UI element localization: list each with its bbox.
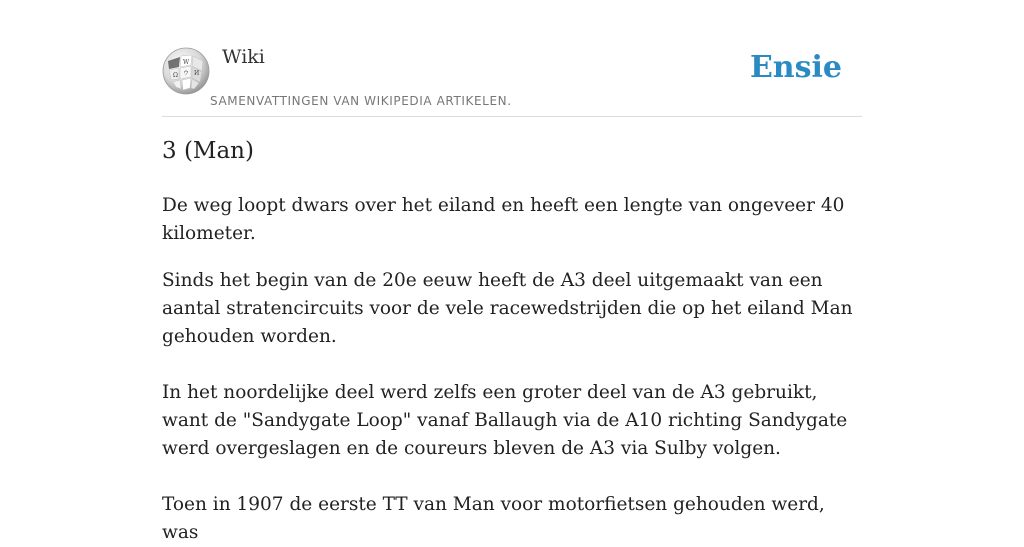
site-name[interactable]: Wiki bbox=[222, 46, 265, 68]
wikipedia-globe-icon[interactable] bbox=[162, 47, 210, 95]
article-paragraph: De weg loopt dwars over het eiland en heeft een lengte van ongeveer 40 kilometer. bbox=[162, 195, 845, 244]
site-header bbox=[162, 0, 862, 117]
article-paragraph: In het noordelijke deel werd zelfs een groter deel van de A3 gebruikt, want de "Sandygate Loop" vanaf Ballaugh via de A10 richting Sandygate werd overgeslagen en de coureurs bleven de A3 via Sulby volgen. bbox=[162, 382, 848, 459]
article-paragraph: Sinds het begin van de 20e eeuw heeft de A3 deel uitgemaakt van een aantal stratencircuits voor de vele racewedstrijden die op het eiland Man gehouden worden. bbox=[162, 270, 853, 347]
article-body bbox=[162, 192, 862, 547]
paragraph-spacer bbox=[162, 351, 862, 379]
article-paragraph: Toen in 1907 de eerste TT van Man voor motorfietsen gehouden werd, was bbox=[162, 494, 825, 543]
paragraph-spacer bbox=[162, 463, 862, 491]
ensie-brand-link[interactable]: Ensie bbox=[749, 50, 842, 85]
article-title: 3 (Man) bbox=[162, 138, 254, 164]
svg-text:И: И bbox=[194, 70, 200, 77]
site-tagline: SAMENVATTINGEN VAN WIKIPEDIA ARTIKELEN. bbox=[210, 94, 512, 108]
svg-text:Ω: Ω bbox=[173, 72, 178, 79]
svg-text:ウ: ウ bbox=[183, 70, 190, 77]
svg-text:W: W bbox=[183, 59, 190, 66]
page bbox=[162, 0, 862, 543]
